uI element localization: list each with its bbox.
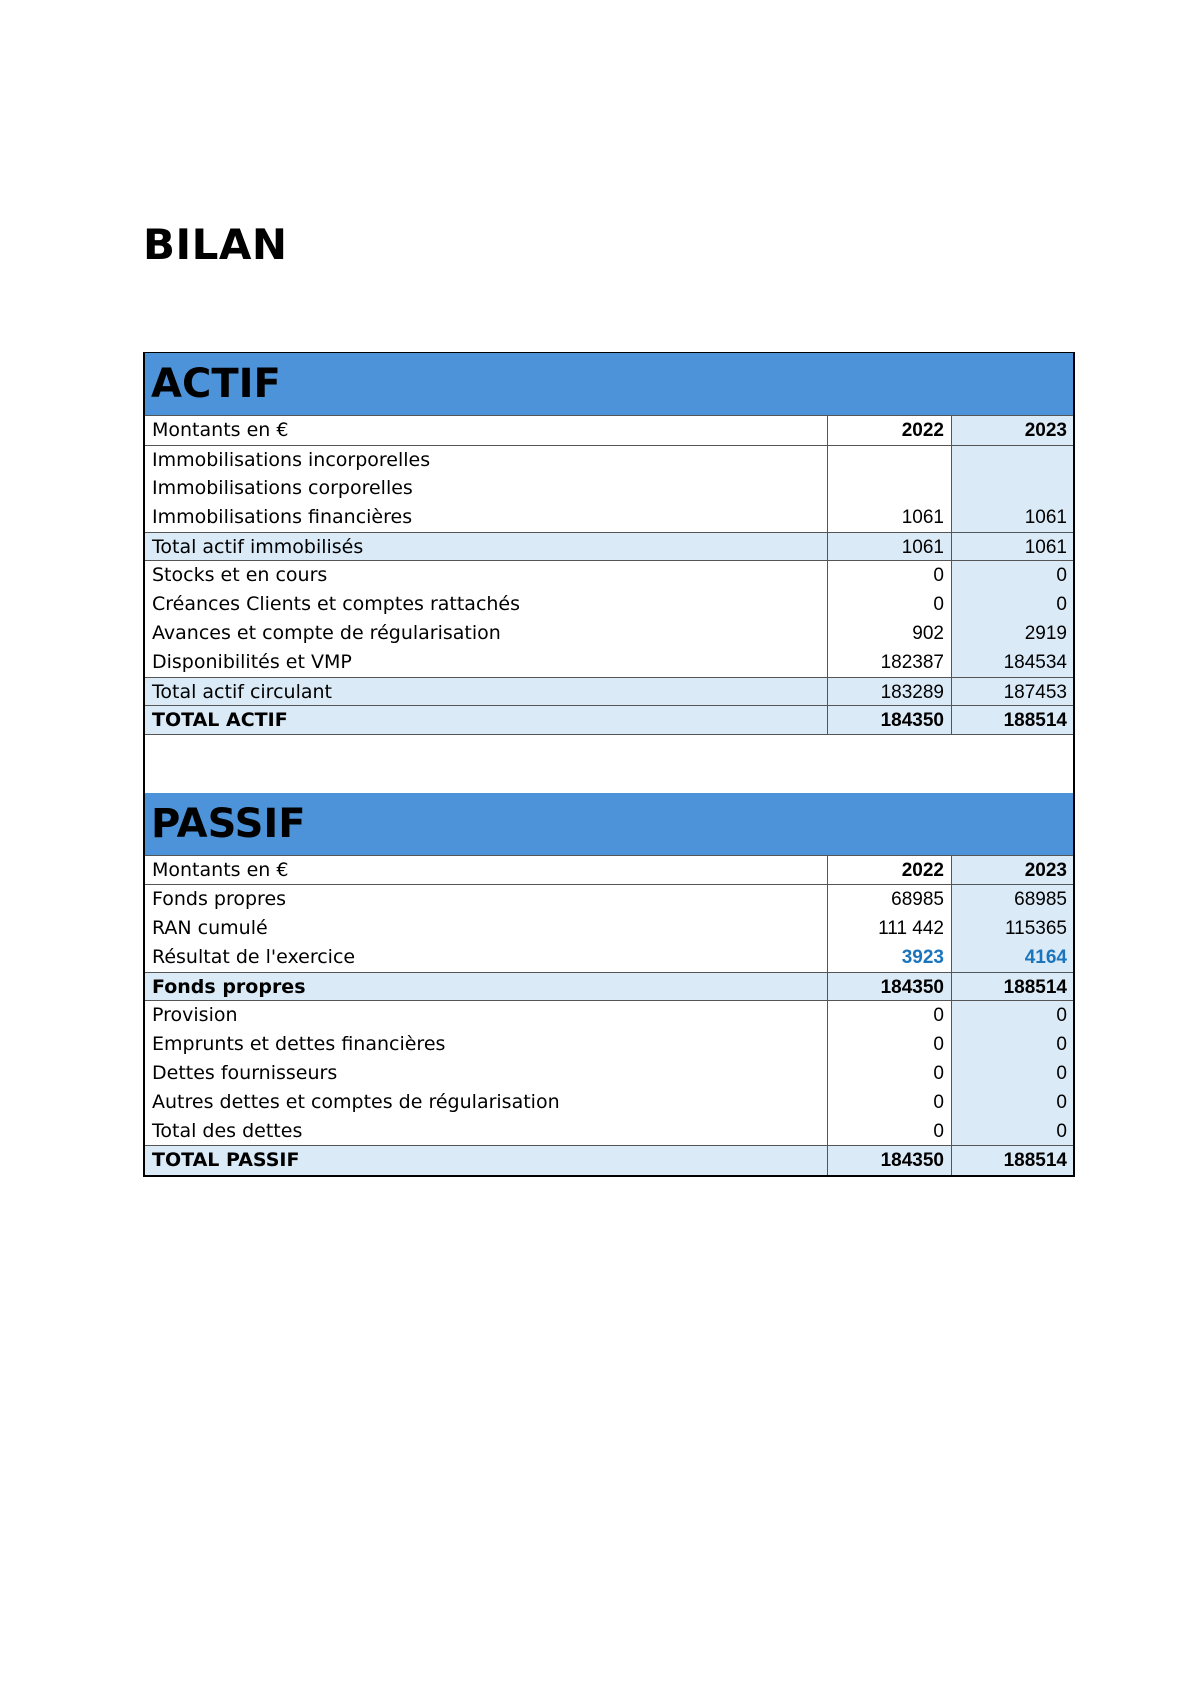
value-2022: 184350 <box>828 706 952 734</box>
value-2023: 0 <box>952 590 1073 619</box>
value-2022: 184350 <box>828 973 952 1000</box>
row-label: Avances et compte de régularisation <box>145 619 828 648</box>
value-2022: 0 <box>828 1059 952 1088</box>
row-label: Emprunts et dettes financières <box>145 1030 828 1059</box>
row-label: Résultat de l'exercice <box>145 943 828 972</box>
value-2022: 0 <box>828 1117 952 1145</box>
value-2022: 0 <box>828 1030 952 1059</box>
passif-column-header-2023: 2023 <box>952 856 1073 884</box>
value-2023: 188514 <box>952 1146 1073 1175</box>
value-2022 <box>828 474 952 503</box>
value-2022: 0 <box>828 561 952 590</box>
value-2022: 1061 <box>828 503 952 532</box>
passif-row-ran-cumule <box>145 914 1073 943</box>
row-label: Total actif circulant <box>145 678 828 705</box>
passif-column-header-row <box>145 856 1073 885</box>
row-label: TOTAL PASSIF <box>145 1146 828 1175</box>
passif-row-provision <box>145 1001 1073 1030</box>
row-label: TOTAL ACTIF <box>145 706 828 734</box>
value-2023: 1061 <box>952 533 1073 560</box>
value-2022: 111 442 <box>828 914 952 943</box>
value-2023: 1061 <box>952 503 1073 532</box>
value-2022: 902 <box>828 619 952 648</box>
value-2022: 183289 <box>828 678 952 705</box>
passif-row-emprunts <box>145 1030 1073 1059</box>
row-label: Autres dettes et comptes de régularisation <box>145 1088 828 1117</box>
passif-row-autres-dettes <box>145 1088 1073 1117</box>
value-2022: 184350 <box>828 1146 952 1175</box>
value-2023: 187453 <box>952 678 1073 705</box>
value-2023: 4164 <box>952 943 1073 972</box>
row-label: Immobilisations financières <box>145 503 828 532</box>
value-2023: 0 <box>952 1001 1073 1030</box>
passif-row-total-fonds-propres <box>145 972 1073 1001</box>
row-label: Immobilisations corporelles <box>145 474 828 503</box>
actif-header-label: ACTIF <box>151 361 281 407</box>
row-label: Dettes fournisseurs <box>145 1059 828 1088</box>
value-2023: 0 <box>952 1088 1073 1117</box>
value-2023: 68985 <box>952 885 1073 914</box>
value-2022: 0 <box>828 1088 952 1117</box>
row-label: Immobilisations incorporelles <box>145 446 828 474</box>
passif-row-fonds-propres <box>145 885 1073 914</box>
section-spacer <box>145 735 1073 793</box>
passif-row-resultat-exercice <box>145 943 1073 972</box>
value-2023: 0 <box>952 561 1073 590</box>
value-2022: 3923 <box>828 943 952 972</box>
value-2023: 188514 <box>952 973 1073 1000</box>
value-2023 <box>952 474 1073 503</box>
actif-row-immobilisations-financieres <box>145 503 1073 532</box>
row-label: Total actif immobilisés <box>145 533 828 560</box>
row-label: Provision <box>145 1001 828 1030</box>
value-2023: 0 <box>952 1030 1073 1059</box>
actif-column-header-2023: 2023 <box>952 416 1073 445</box>
value-2023 <box>952 446 1073 474</box>
actif-section-header <box>145 353 1073 416</box>
balance-sheet-table <box>143 352 1075 1177</box>
value-2022: 1061 <box>828 533 952 560</box>
row-label: Stocks et en cours <box>145 561 828 590</box>
actif-row-avances <box>145 619 1073 648</box>
actif-column-header-2022: 2022 <box>828 416 952 445</box>
passif-header-label: PASSIF <box>151 801 306 847</box>
value-2022: 0 <box>828 590 952 619</box>
passif-row-dettes-fournisseurs <box>145 1059 1073 1088</box>
row-label: Fonds propres <box>145 885 828 914</box>
row-label: Fonds propres <box>145 973 828 1000</box>
actif-row-total-actif-immobilises <box>145 532 1073 561</box>
passif-section-header <box>145 793 1073 856</box>
actif-row-creances-clients <box>145 590 1073 619</box>
actif-row-disponibilites <box>145 648 1073 677</box>
row-label: Total des dettes <box>145 1117 828 1145</box>
value-2023: 0 <box>952 1059 1073 1088</box>
actif-row-total-actif-circulant <box>145 677 1073 706</box>
value-2023: 188514 <box>952 706 1073 734</box>
value-2022 <box>828 446 952 474</box>
value-2023: 0 <box>952 1117 1073 1145</box>
value-2022: 68985 <box>828 885 952 914</box>
actif-column-header-label: Montants en € <box>145 416 828 445</box>
passif-row-total-dettes <box>145 1117 1073 1146</box>
row-label: Créances Clients et comptes rattachés <box>145 590 828 619</box>
page-title: BILAN <box>143 220 288 269</box>
value-2022: 182387 <box>828 648 952 677</box>
value-2023: 2919 <box>952 619 1073 648</box>
row-label: RAN cumulé <box>145 914 828 943</box>
actif-row-stocks <box>145 561 1073 590</box>
passif-column-header-2022: 2022 <box>828 856 952 884</box>
passif-row-total-passif <box>145 1146 1073 1175</box>
actif-row-immobilisations-incorporelles <box>145 445 1073 474</box>
value-2023: 115365 <box>952 914 1073 943</box>
actif-row-immobilisations-corporelles <box>145 474 1073 503</box>
actif-row-total-actif <box>145 706 1073 735</box>
value-2023: 184534 <box>952 648 1073 677</box>
value-2022: 0 <box>828 1001 952 1030</box>
row-label: Disponibilités et VMP <box>145 648 828 677</box>
passif-column-header-label: Montants en € <box>145 856 828 884</box>
actif-column-header-row <box>145 416 1073 445</box>
